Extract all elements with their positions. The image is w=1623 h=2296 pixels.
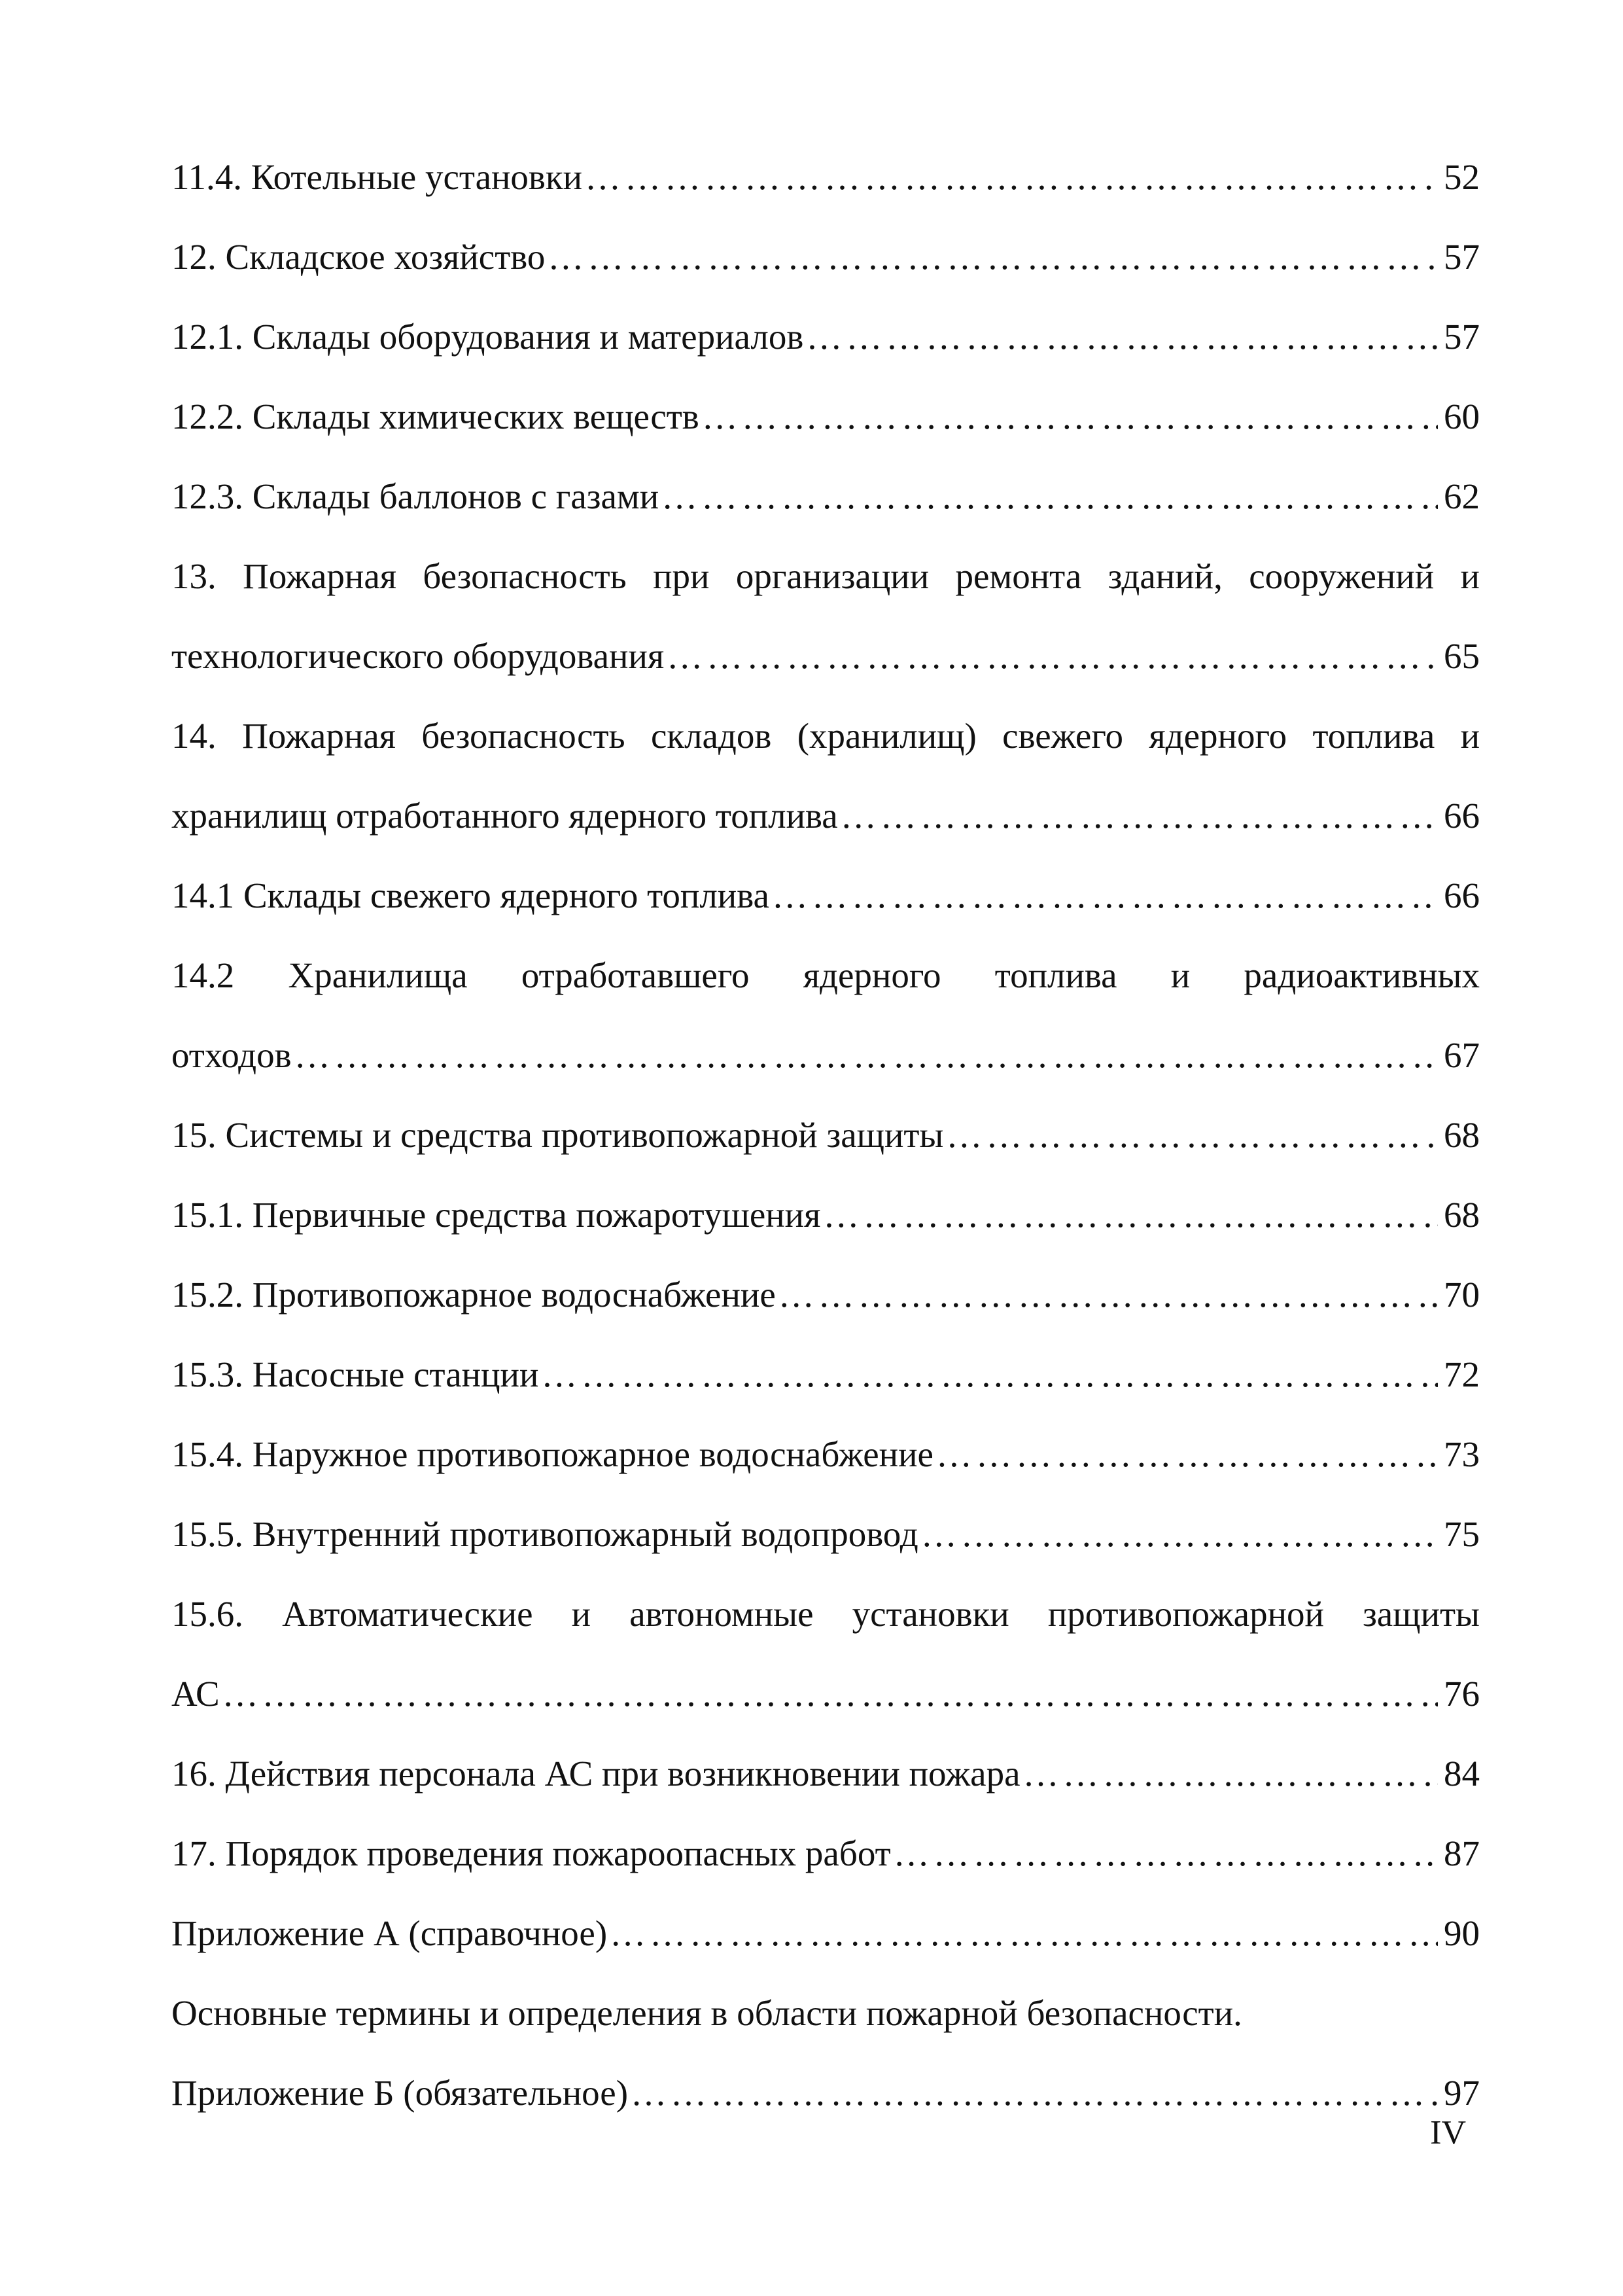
toc-entry-title: Приложение А (справочное) — [171, 1913, 608, 1953]
toc-leader-dots — [841, 776, 1438, 856]
toc-entry-first-line: 14.2 Хранилища отработавшего ядерного топлива и радиоактивных — [171, 955, 1480, 995]
toc-leader-dots — [548, 217, 1438, 297]
toc-leader-dots — [806, 297, 1438, 377]
toc-entry — [171, 1494, 1480, 1574]
toc-entry-title: 11.4. Котельные установки — [171, 157, 583, 197]
toc-entry-title: 15.1. Первичные средства пожаротушения — [171, 1195, 821, 1235]
toc-leader-dots — [667, 616, 1438, 696]
table-of-contents — [171, 137, 1480, 2133]
toc-leader-dots — [823, 1175, 1438, 1255]
toc-leader-dots — [222, 1654, 1438, 1734]
toc-leader-dots — [946, 1095, 1438, 1175]
toc-entry-title: 14.1 Склады свежего ядерного топлива — [171, 875, 769, 915]
toc-entry-page: 60 — [1444, 397, 1480, 436]
page-number: IV — [1430, 2114, 1466, 2151]
toc-entry — [171, 1654, 1480, 1734]
toc-entry-title: хранилищ отработанного ядерного топлива — [171, 796, 838, 836]
toc-entry-page: 84 — [1444, 1754, 1480, 1793]
toc-entry-page: 52 — [1444, 157, 1480, 197]
toc-entry-title: 12.3. Склады баллонов с газами — [171, 476, 659, 516]
toc-leader-dots — [921, 1494, 1438, 1574]
toc-leader-dots — [702, 377, 1438, 457]
toc-entry — [171, 616, 1480, 696]
toc-entry-first-line: 13. Пожарная безопасность при организации ремонта зданий, сооружений и — [171, 556, 1480, 596]
toc-entry-page: 72 — [1444, 1354, 1480, 1394]
toc-leader-dots — [778, 1255, 1438, 1335]
toc-entry-title: АС — [171, 1674, 220, 1714]
toc-entry-title: 17. Порядок проведения пожароопасных работ — [171, 1833, 891, 1873]
toc-leader-dots — [936, 1415, 1438, 1494]
toc-entry — [171, 856, 1480, 936]
toc-entry-title: 15.4. Наружное противопожарное водоснабжение — [171, 1434, 934, 1474]
toc-entry — [171, 137, 1480, 217]
toc-entry-page: 66 — [1444, 796, 1480, 836]
toc-entry — [171, 217, 1480, 297]
toc-entry — [171, 776, 1480, 856]
toc-entry-title: отходов — [171, 1035, 292, 1075]
toc-entry-page: 57 — [1444, 317, 1480, 357]
toc-entry-page: 73 — [1444, 1434, 1480, 1474]
toc-entry — [171, 1415, 1480, 1494]
toc-entry-title: 12.1. Склады оборудования и материалов — [171, 317, 804, 357]
toc-entry-title: технологического оборудования — [171, 636, 665, 676]
toc-entry-page: 65 — [1444, 636, 1480, 676]
toc-entry-page: 87 — [1444, 1833, 1480, 1873]
toc-entry — [171, 1814, 1480, 1894]
toc-entry-page: 70 — [1444, 1275, 1480, 1315]
toc-entry-title: 12.2. Склады химических веществ — [171, 397, 699, 436]
toc-entry — [171, 297, 1480, 377]
toc-entry — [171, 1734, 1480, 1814]
toc-entry — [171, 377, 1480, 457]
toc-entry-page: 57 — [1444, 237, 1480, 277]
toc-entry-title: 12. Складское хозяйство — [171, 237, 546, 277]
toc-entry-title: 15.2. Противопожарное водоснабжение — [171, 1275, 776, 1315]
toc-entry-title: 15. Системы и средства противопожарной защиты — [171, 1115, 944, 1155]
toc-leader-dots — [661, 457, 1438, 537]
toc-entry — [171, 457, 1480, 537]
toc-leader-dots — [1023, 1734, 1439, 1814]
toc-entry — [171, 1255, 1480, 1335]
toc-entry-first-line: 14. Пожарная безопасность складов (хранилищ) свежего ядерного топлива и — [171, 716, 1480, 756]
toc-entry — [171, 2053, 1480, 2133]
toc-entry-page: 97 — [1444, 2073, 1480, 2113]
toc-leader-dots — [585, 137, 1438, 217]
toc-leader-dots — [294, 1016, 1438, 1095]
toc-leader-dots — [631, 2053, 1438, 2133]
toc-entry — [171, 1175, 1480, 1255]
toc-entry — [171, 1335, 1480, 1415]
toc-entry-page: 68 — [1444, 1195, 1480, 1235]
toc-leader-dots — [894, 1814, 1438, 1894]
toc-entry-page: 67 — [1444, 1035, 1480, 1075]
toc-entry-page: 75 — [1444, 1514, 1480, 1554]
toc-entry-title: 16. Действия персонала АС при возникновении пожара — [171, 1754, 1021, 1793]
toc-leader-dots — [610, 1894, 1438, 1973]
toc-entry-title: Приложение Б (обязательное) — [171, 2073, 629, 2113]
toc-entry-title: 15.3. Насосные станции — [171, 1354, 539, 1394]
toc-entry-page: 62 — [1444, 476, 1480, 516]
toc-entry-page: 76 — [1444, 1674, 1480, 1714]
toc-entry-page: 66 — [1444, 875, 1480, 915]
toc-entry-title: 15.5. Внутренний противопожарный водопровод — [171, 1514, 918, 1554]
toc-leader-dots — [772, 856, 1438, 936]
toc-leader-dots — [541, 1335, 1438, 1415]
toc-entry — [171, 1894, 1480, 1973]
toc-entry-description: Основные термины и определения в области пожарной безопасности. — [171, 1993, 1242, 2033]
toc-entry-first-line: 15.6. Автоматические и автономные установки противопожарной защиты — [171, 1594, 1480, 1634]
toc-entry-page: 68 — [1444, 1115, 1480, 1155]
toc-entry — [171, 1095, 1480, 1175]
toc-entry — [171, 1016, 1480, 1095]
toc-entry-page: 90 — [1444, 1913, 1480, 1953]
